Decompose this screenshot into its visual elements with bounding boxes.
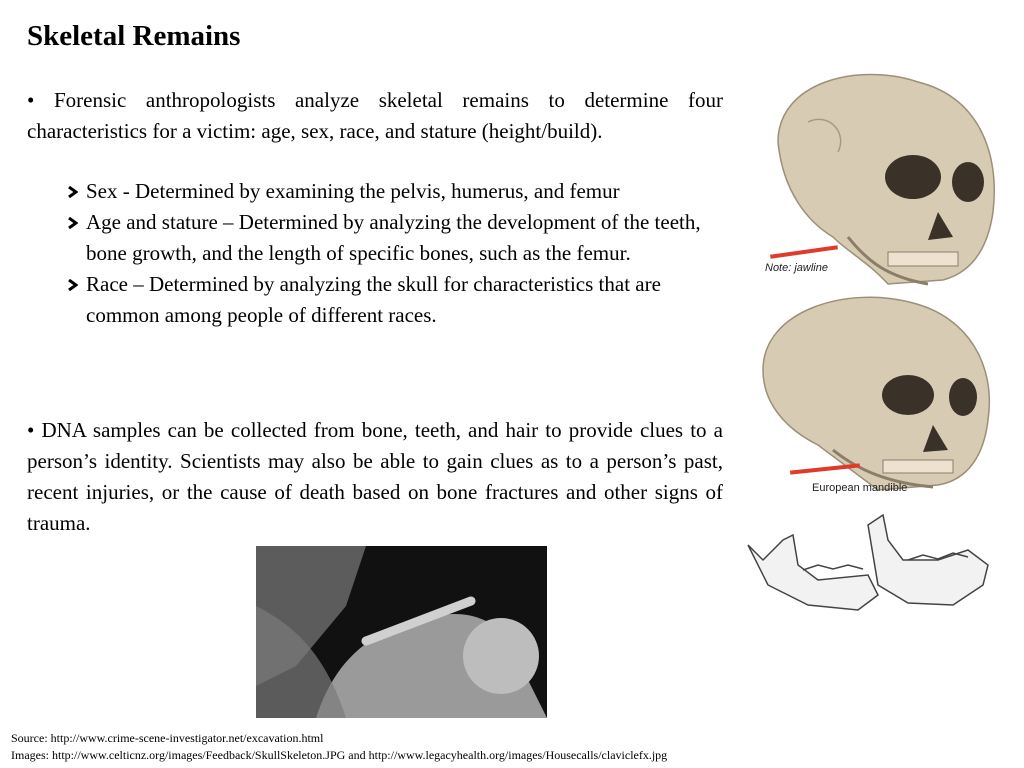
subpoint-age-stature: [67, 207, 727, 269]
subpoint-sex: [67, 176, 727, 207]
skull1-caption: Note: jawline: [765, 262, 828, 274]
images-source-line: Images: http://www.celticnz.org/images/Feedback/SkullSkeleton.JPG and http://www.legacyhealth.org/images/Housecalls/claviclefx.jpg: [11, 748, 668, 762]
skull2-caption: European mandible: [812, 482, 908, 494]
chevron-right-icon: [67, 279, 78, 291]
paragraph-anthropology: • Forensic anthropologists analyze skeletal remains to determine four characteristics for a victim: age, sex, race, and stature (height/build).: [27, 88, 723, 143]
subpoint-sex-text: Sex - Determined by examining the pelvis, humerus, and femur: [86, 179, 620, 203]
chevron-right-icon: [67, 186, 78, 198]
slide-title: Skeletal Remains: [27, 20, 241, 52]
paragraph-dna: • DNA samples can be collected from bone, teeth, and hair to provide clues to a person’s identity. Scientists may also be able to gain clues as to a person’s past, recent injuries, or the cause of death based on bone fractures and other signs of trauma.: [27, 418, 723, 535]
clavicle-xray-image: [256, 546, 547, 718]
subpoint-race: [67, 269, 727, 331]
skull-image-european: [738, 285, 1006, 505]
mandible-drawings: [738, 505, 1006, 625]
source-line: Source: http://www.crime-scene-investigator.net/excavation.html: [11, 731, 324, 745]
source-citations: [11, 730, 667, 764]
subpoint-race-text: Race – Determined by analyzing the skull for characteristics that are common among people of different races.: [86, 272, 661, 327]
chevron-right-icon: [67, 217, 78, 229]
subpoint-list: [67, 176, 727, 331]
subpoint-age-text: Age and stature – Determined by analyzing the development of the teeth, bone growth, and the length of specific bones, such as the femur.: [86, 210, 701, 265]
